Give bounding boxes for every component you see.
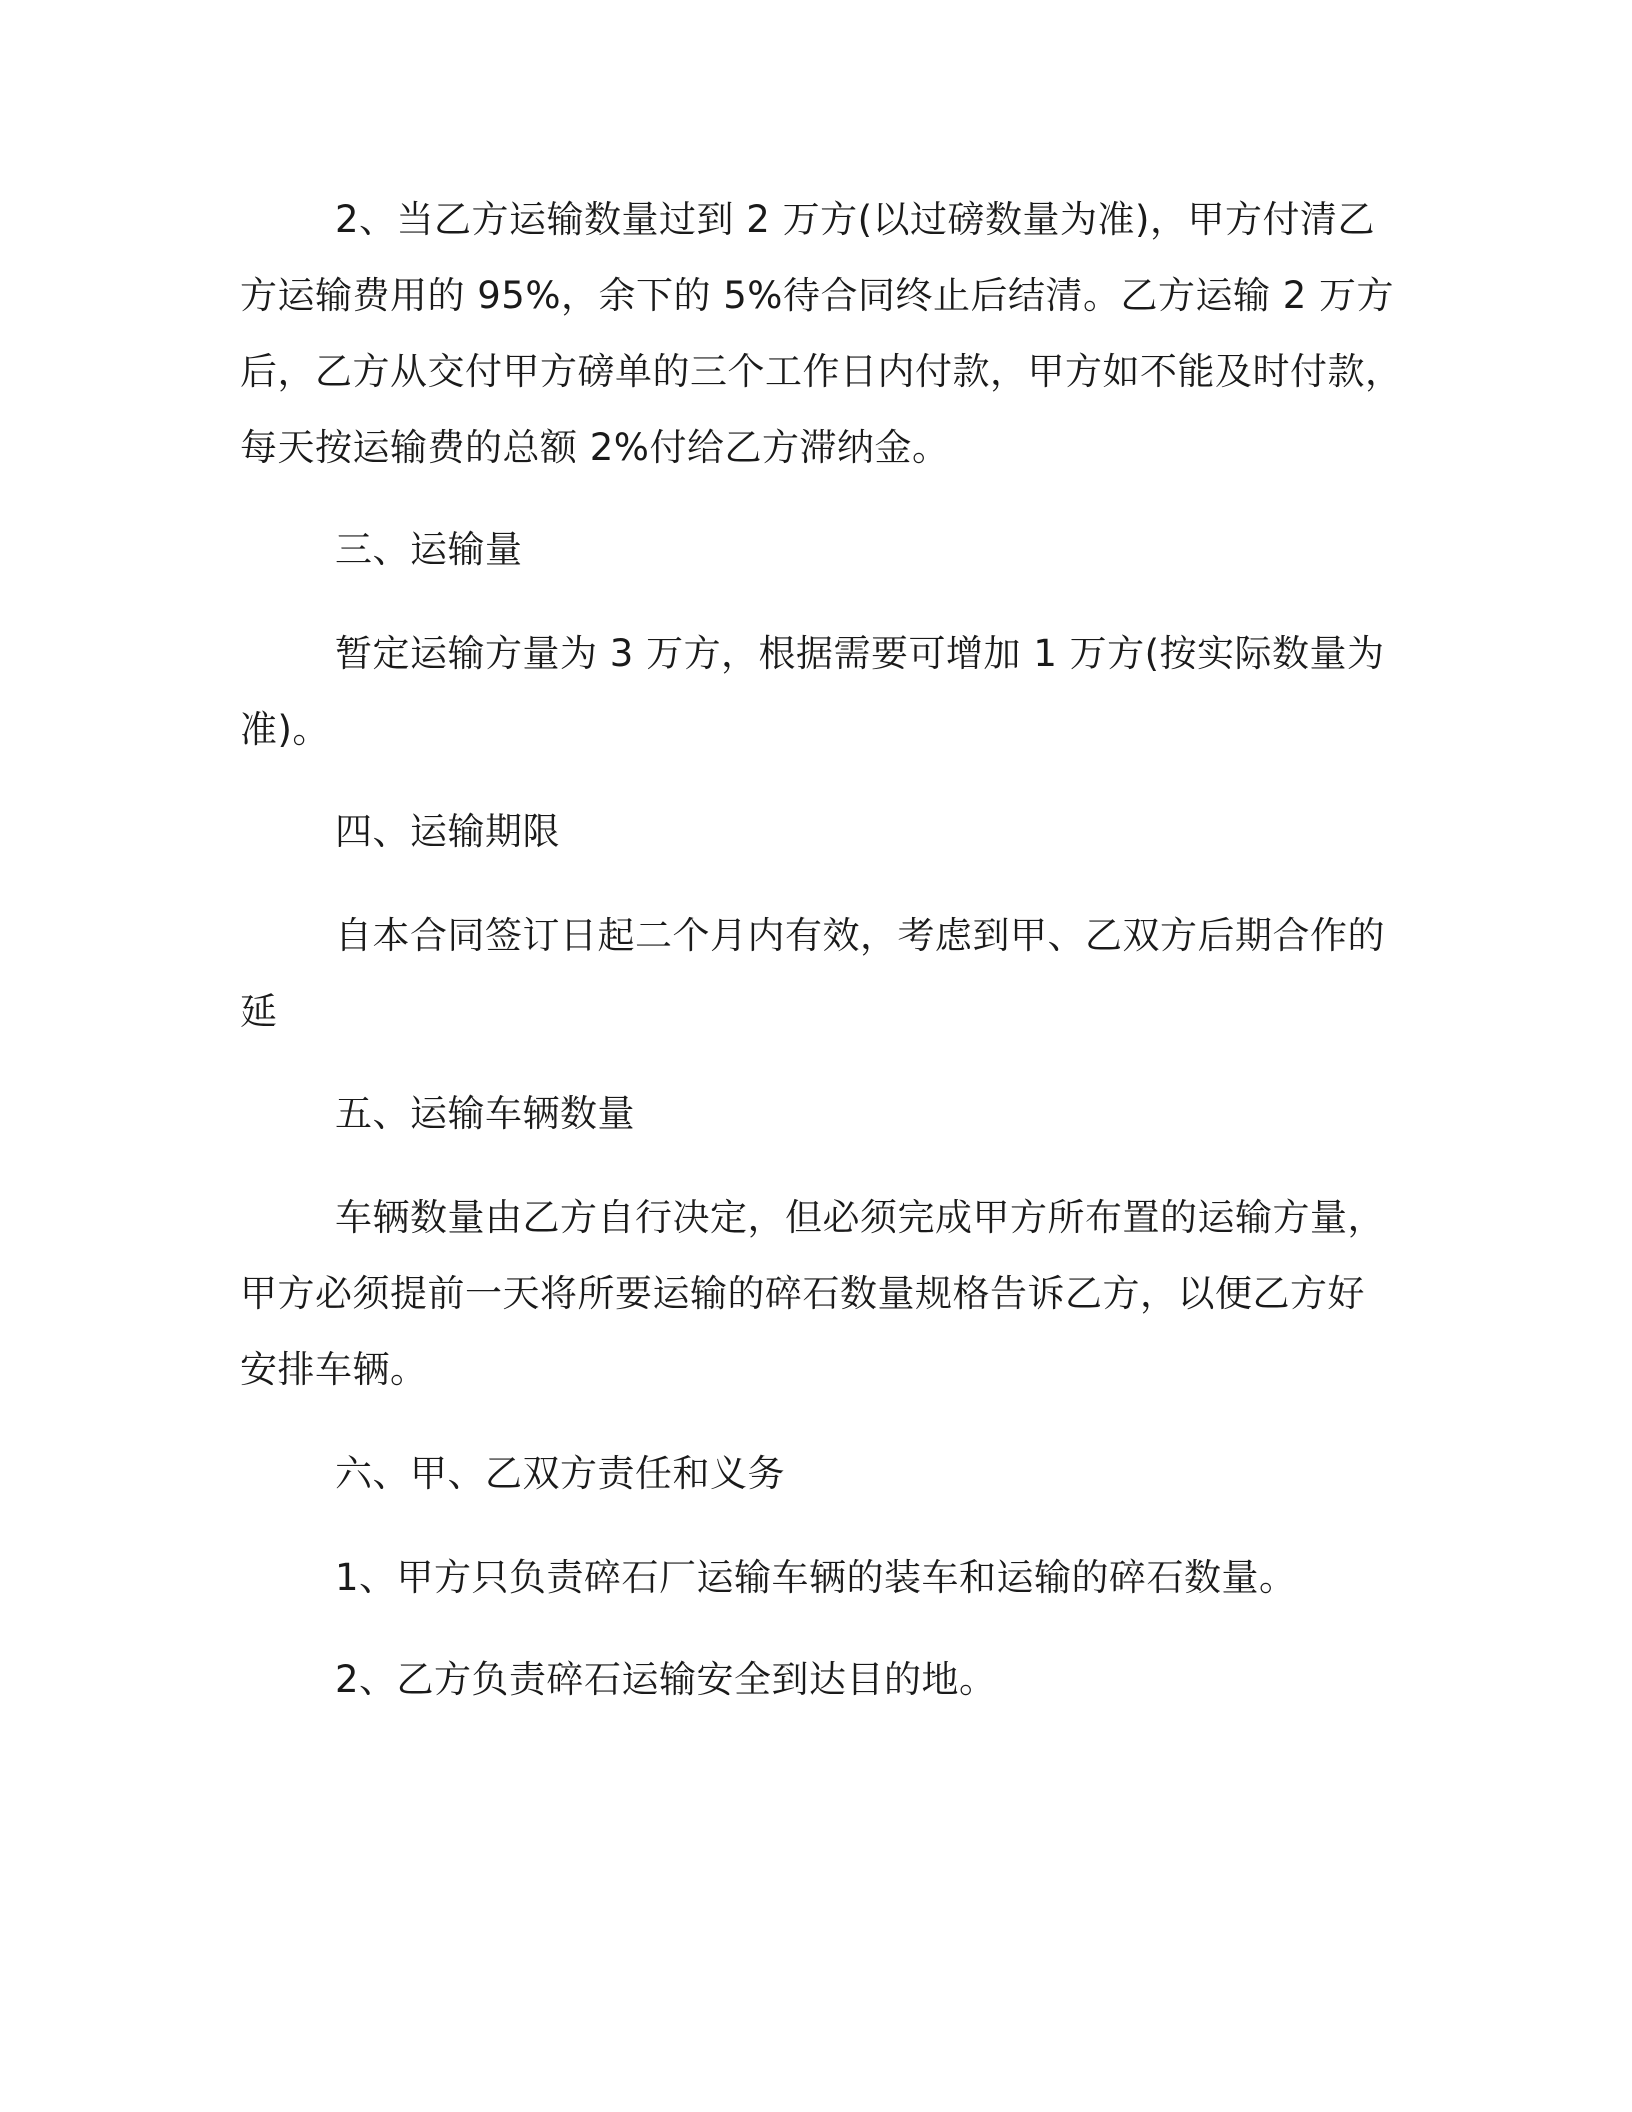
section-5-body-line-2: 甲方必须提前一天将所要运输的碎石数量规格告诉乙方，以便乙方好 [240, 1272, 1365, 1315]
payment-clause-2-line-2: 方运输费用的 95%，余下的 5%待合同终止后结清。乙方运输 2 万方 [240, 274, 1395, 317]
section-6-heading: 六、甲、乙双方责任和义务 [335, 1452, 785, 1495]
section-5-body-line-3: 安排车辆。 [240, 1348, 428, 1391]
payment-clause-2-line-1: 2、当乙方运输数量过到 2 万方(以过磅数量为准)，甲方付清乙 [335, 198, 1375, 241]
section-6-item-1: 1、甲方只负责碎石厂运输车辆的装车和运输的碎石数量。 [335, 1556, 1297, 1599]
payment-clause-2-line-4: 每天按运输费的总额 2%付给乙方滞纳金。 [240, 426, 950, 469]
section-6-item-2: 2、乙方负责碎石运输安全到达目的地。 [335, 1658, 997, 1701]
section-3-body-line-1: 暂定运输方量为 3 万方，根据需要可增加 1 万方(按实际数量为 [335, 632, 1385, 675]
payment-clause-2-line-3: 后，乙方从交付甲方磅单的三个工作日内付款，甲方如不能及时付款， [240, 350, 1403, 393]
section-3-heading: 三、运输量 [335, 528, 523, 571]
section-4-body-line-1: 自本合同签订日起二个月内有效，考虑到甲、乙双方后期合作的 [335, 914, 1385, 957]
section-5-heading: 五、运输车辆数量 [335, 1092, 635, 1135]
section-4-heading: 四、运输期限 [335, 810, 560, 853]
section-4-body-line-2: 延 [240, 990, 278, 1033]
section-5-body-line-1: 车辆数量由乙方自行决定，但必须完成甲方所布置的运输方量， [335, 1196, 1385, 1239]
section-3-body-line-2: 准)。 [240, 708, 330, 751]
